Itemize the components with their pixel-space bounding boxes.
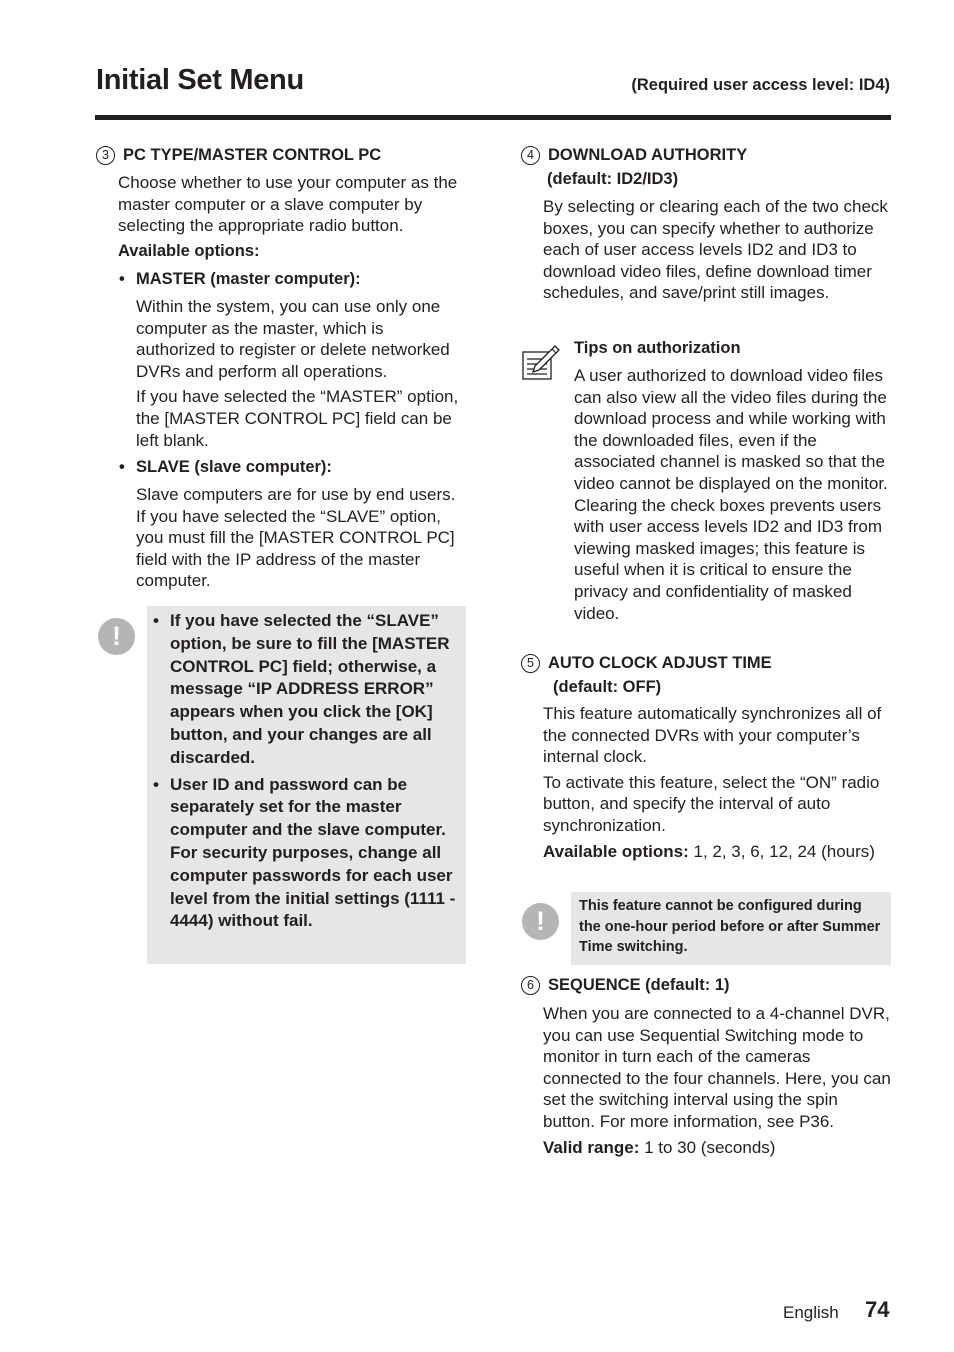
section-5-activate: To activate this feature, select the “ON” radio button, and specify the interval of auto synchronization. [543,772,880,835]
section-6-body [543,1003,891,1162]
page-number: 74 [865,1297,890,1322]
master-option-heading: • MASTER (master computer): [136,268,466,290]
warning-item: • If you have selected the “SLAVE” option, be sure to fill the [MASTER CONTROL PC] field; otherwise, a message “IP ADDRESS ERROR” appears when you click the [OK] button, and your changes are all discarded. [153,610,460,770]
slave-option-heading: • SLAVE (slave computer): [136,456,466,478]
section-6-range [543,1137,891,1159]
section-number: 3 [96,146,115,165]
section-4-body [543,196,888,308]
footer-language: English [783,1303,839,1322]
warning-box [147,606,466,964]
section-5-body [543,703,888,866]
header-rule [95,115,891,120]
memo-pencil-icon [521,342,565,382]
section-5-title: AUTO CLOCK ADJUST TIME [548,654,772,672]
page-title: Initial Set Menu [96,64,304,96]
slave-option [136,456,466,596]
exclamation-icon: ! [522,903,559,940]
master-option [136,268,466,455]
section-6-title: SEQUENCE (default: 1) [548,976,730,994]
tips-text: A user authorized to download video files can also view all the video files during the download process and while working with the downloaded files, even if the associated channel is masked so that the video cannot be displayed on the monitor. Clearing the check boxes prevents users with user access levels ID2 and ID3 from viewing masked images; this feature is useful when it is critical to ensure the privacy and confidentiality of masked video. [574,366,888,623]
section-3-body [118,172,463,266]
master-option-desc: Within the system, you can use only one computer as the master, which is authorized to register or delete networked DVRs and perform all operations. [136,297,450,381]
section-number: 4 [521,146,540,165]
section-3-intro: Choose whether to use your computer as the master computer or a slave computer by selecting the appropriate radio button. [118,173,458,236]
range-label: Valid range: [543,1137,640,1157]
section-5-options [543,841,888,863]
section-number: 6 [521,976,540,995]
note-box [571,892,891,965]
section-4-default: (default: ID2/ID3) [547,170,679,188]
section-6-desc: When you are connected to a 4-channel DVR, you can use Sequential Switching mode to monitor in turn each of the cameras connected to the four channels. Here, you can set the switching interval using the spin button. For more information, see P36. [543,1004,891,1131]
master-option-note: If you have selected the “MASTER” option, the [MASTER CONTROL PC] field can be left blank. [136,387,459,450]
section-5-default: (default: OFF) [553,678,662,696]
range-value: 1 to 30 (seconds) [639,1137,776,1157]
tips-heading: Tips on authorization [574,339,741,357]
section-number: 5 [521,654,540,673]
available-options-label: Available options: [118,241,260,260]
section-5-desc: This feature automatically synchronizes all of the connected DVRs with your computer’s internal clock. [543,704,882,767]
section-6-heading [521,974,881,997]
section-3-heading [96,144,381,167]
section-5-heading [521,652,881,675]
options-value: 1, 2, 3, 6, 12, 24 (hours) [688,841,875,861]
section-3-title: PC TYPE/MASTER CONTROL PC [123,146,382,164]
slave-option-desc: Slave computers are for use by end users. If you have selected the “SLAVE” option, you must fill the [MASTER CONTROL PC] field with the IP address of the master computer. [136,485,456,591]
tips-body [574,365,889,628]
warning-item: • User ID and password can be separately set for the master computer and the slave computer. For security purposes, change all computer passwords for each user level from the initial settings (1111 - 4444) without fail. [153,774,460,934]
options-label: Available options: [543,841,689,861]
section-4-heading [521,144,881,167]
note-text: This feature cannot be configured during the one-hour period before or after Summer Time switching. [579,898,881,955]
exclamation-icon: ! [98,618,135,655]
access-level-note: (Required user access level: ID4) [631,76,890,94]
section-4-title: DOWNLOAD AUTHORITY [548,146,748,164]
section-4-desc: By selecting or clearing each of the two check boxes, you can specify whether to authorize each of user access levels ID2 and ID3 to download video files, define download timer schedules, and save/print still images. [543,197,888,303]
